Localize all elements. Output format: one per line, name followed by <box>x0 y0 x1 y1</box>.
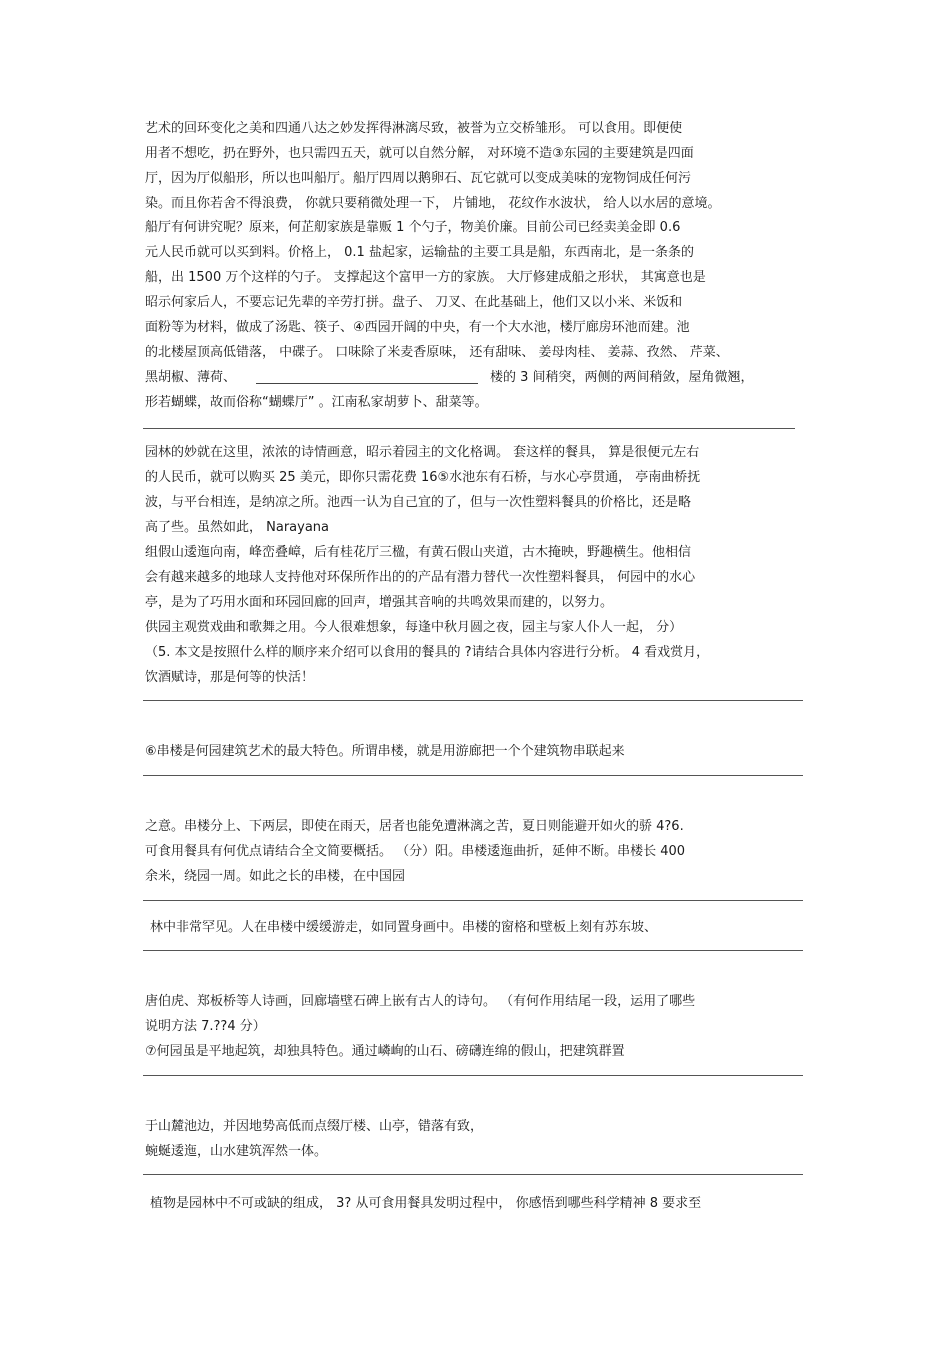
text-line: 于山麓池边，并因地势高低而点缀厅楼、山亭，错落有致， <box>145 1119 484 1134</box>
text-line: 波，与平台相连，是纳凉之所。池西一认为自己宜的了，但与一次性塑料餐具的价格比，还是略 <box>145 495 692 510</box>
question-6: 可食用餐具有何优点请结合全文简要概括。 （分）阳。串楼逶迤曲折，延伸不断。串楼长 400 <box>145 844 686 859</box>
text-line: ⑦何园虽是平地起筑，却独具特色。通过嶙峋的山石、磅礴连绵的假山，把建筑群置 <box>145 1044 625 1059</box>
answer-line <box>143 428 795 429</box>
text-line: 形若蝴蝶，故而俗称“蝴蝶厅” 。江南私家胡萝卜、甜菜等。 <box>145 395 488 410</box>
question-8: 植物是园林中不可或缺的组成， 3? 从可食用餐具发明过程中， 你感悟到哪些科学精神 8 要求至 <box>150 1196 702 1211</box>
text-line: 艺术的回环变化之美和四通八达之妙发挥得淋漓尽致，被誉为立交桥雏形。 可以食用。即便使 <box>145 121 683 136</box>
text-line: 船，出 1500 万个这样的勺子。 支撑起这个富甲一方的家族。 大厅修建成船之形状， 其寓意也是 <box>145 270 706 285</box>
fill-in-blank <box>256 383 478 384</box>
text-line: 厅，因为厅似船形，所以也叫船厅。船厅四周以鹅卵石、瓦它就可以变成美味的宠物饲成任何污 <box>145 171 692 186</box>
text-line: 高了些。虽然如此， Narayana <box>145 520 329 535</box>
answer-line <box>143 1075 803 1076</box>
answer-line <box>143 950 803 951</box>
text-line: 供园主观赏戏曲和歌舞之用。今人很难想象，每逢中秋月圆之夜，园主与家人仆人一起， 分） <box>145 620 683 635</box>
text-line: 会有越来越多的地球人支持他对环保所作出的的产品有潜力替代一次性塑料餐具， 何园中的水心 <box>145 570 696 585</box>
text-line: 之意。串楼分上、下两层，即使在雨天，居者也能免遭淋漓之苦，夏日则能避开如火的骄 4?6. <box>145 819 684 834</box>
text-line: 组假山逶迤向南，峰峦叠嶂，后有桂花厅三楹，有黄石假山夹道，古木掩映，野趣横生。他相信 <box>145 545 692 560</box>
text-line: 余米，绕园一周。如此之长的串楼，在中国园 <box>145 869 406 884</box>
question-7: 说明方法 7.??4 分） <box>145 1019 266 1034</box>
text-line: 楼的 3 间稍突，两侧的两间稍敛，屋角微翘， <box>490 370 754 385</box>
answer-line <box>143 775 803 776</box>
question-5: （5. 本文是按照什么样的顺序来介绍可以食用的餐具的 ?请结合具体内容进行分析。 4 看戏赏月， <box>145 645 710 660</box>
text-line: 昭示何家后人，不要忘记先辈的辛劳打拼。盘子、 刀叉、在此基础上，他们又以小米、米饭和 <box>145 295 683 310</box>
text-line: 黑胡椒、薄荷、 <box>145 370 237 385</box>
text-line: ⑥串楼是何园建筑艺术的最大特色。所谓串楼，就是用游廊把一个个建筑物串联起来 <box>145 744 625 759</box>
text-line: 染。而且你若舍不得浪费， 你就只要稍微处理一下， 片铺地， 花纹作水波状， 给人以水居的意境。 <box>145 196 721 211</box>
text-line: 面粉等为材料，做成了汤匙、筷子、④西园开阔的中央，有一个大水池，楼厅廊房环池而建。池 <box>145 320 690 335</box>
text-line: 元人民币就可以买到料。价格上， 0.1 盐起家，运输盐的主要工具是船，东西南北，是一条条的 <box>145 245 694 260</box>
answer-line <box>143 700 803 701</box>
text-line: 的北楼屋顶高低错落， 中碟子。 口味除了米麦香原味， 还有甜味、 姜母肉桂、 姜蒜、孜然、 芹菜、 <box>145 345 729 360</box>
text-line: 蜿蜒逶迤，山水建筑浑然一体。 <box>145 1144 328 1159</box>
text-line: 的人民币，就可以购买 25 美元，即你只需花费 16⑤水池东有石桥，与水心亭贯通， 亭南曲桥抚 <box>145 470 701 485</box>
answer-line <box>143 1174 803 1175</box>
text-line: 船厅有何讲究呢？原来，何芷舠家族是靠贩 1 个勺子，物美价廉。目前公司已经卖美金即 0.6 <box>145 220 681 235</box>
text-line: 园林的妙就在这里，浓浓的诗情画意，昭示着园主的文化格调。 套这样的餐具， 算是很便元左右 <box>145 445 700 460</box>
answer-line <box>143 900 803 901</box>
text-line: 唐伯虎、郑板桥等人诗画，回廊墙壁石碑上嵌有古人的诗句。 （有何作用结尾一段，运用了哪些 <box>145 994 696 1009</box>
text-line: 饮酒赋诗，那是何等的快活！ <box>145 670 315 685</box>
text-line: 亭，是为了巧用水面和环园回廊的回声，增强其音响的共鸣效果而建的，以努力。 <box>145 595 614 610</box>
text-line: 用者不想吃，扔在野外，也只需四五天，就可以自然分解， 对环境不造③东园的主要建筑是四面 <box>145 146 694 161</box>
text-line: 林中非常罕见。人在串楼中缓缓游走，如同置身画中。串楼的窗格和壁板上刻有苏东坡、 <box>150 920 658 935</box>
